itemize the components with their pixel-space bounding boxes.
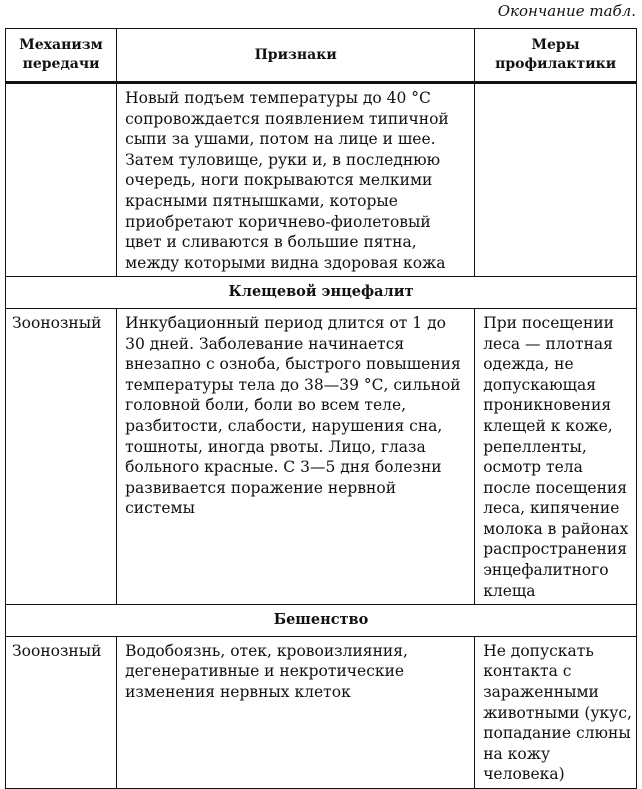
disease-table: [5, 28, 637, 789]
section-row-rabies: [6, 605, 637, 637]
header-prevention: Меры профилактики: [475, 29, 637, 83]
table-row: [6, 308, 637, 604]
cell-prevention: Не допускать контакта с зараженными животными (укус, попадание слюны на кожу человека): [475, 636, 637, 788]
cell-prevention: При посещении леса — плотная одежда, не допускающая проникновения клещей к коже, репелленты, осмотр тела после посещения леса, кипячение молока в районах распространения энцефалитного клеща: [475, 308, 637, 604]
section-row-tick-encephalitis: [6, 277, 637, 309]
section-title: Клещевой энцефалит: [6, 277, 637, 309]
header-signs: Признаки: [117, 29, 475, 83]
table-continuation-caption: Окончание табл.: [497, 2, 636, 20]
cell-mechanism: Зоонозный: [6, 308, 117, 604]
cell-signs: Инкубационный период длится от 1 до 30 дней. Заболевание начинается внезапно с озноба, быстрого повышения температуры тела до 38—39 °С, сильной головной боли, боли во всем теле, разбитости, слабости, нарушения сна, тошноты, иногда рвоты. Лицо, глаза больного красные. С 3—5 дня болезни развивается поражение нервной системы: [117, 308, 475, 604]
section-title: Бешенство: [6, 605, 637, 637]
cell-prevention: [475, 83, 637, 277]
cell-signs: Новый подъем температуры до 40 °С сопровождается появлением типичной сыпи за ушами, потом на лице и шее. Затем туловище, руки и, в последнюю очередь, ноги покрываются мелкими красными пятнышками, которые приобретают коричнево-фиолетовый цвет и сливаются в большие пятна, между которыми видна здоровая кожа: [117, 83, 475, 277]
table-header-row: [6, 29, 637, 83]
table-row: [6, 636, 637, 788]
header-mechanism: Механизм передачи: [6, 29, 117, 83]
cell-mechanism: [6, 83, 117, 277]
cell-mechanism: Зоонозный: [6, 636, 117, 788]
cell-signs: Водобоязнь, отек, кровоизлияния, дегенеративные и некротические изменения нервных клеток: [117, 636, 475, 788]
table-row: [6, 83, 637, 277]
